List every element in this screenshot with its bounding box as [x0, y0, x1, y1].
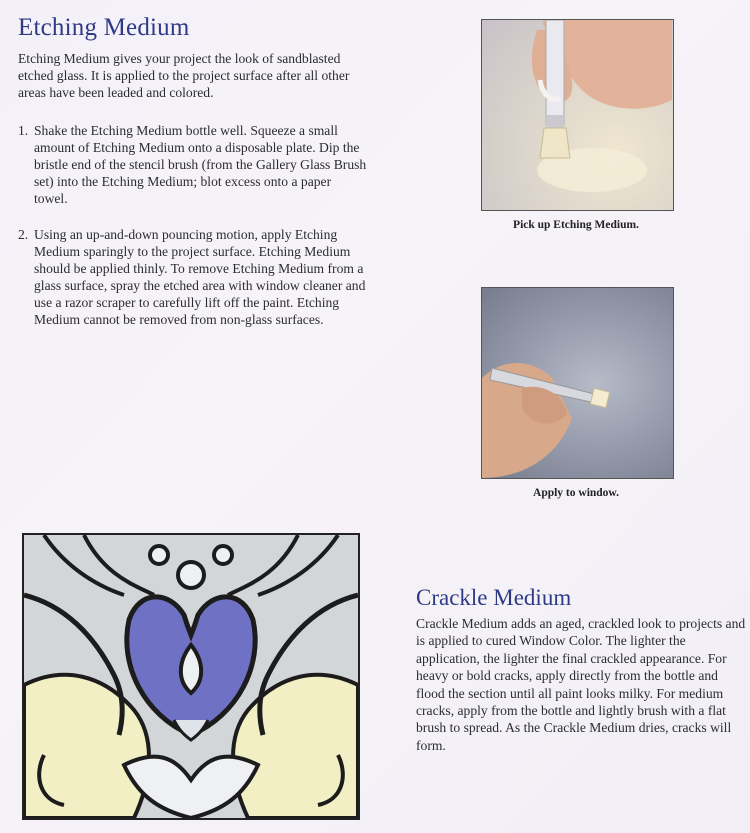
- etching-intro-paragraph: Etching Medium gives your project the look of sandblasted etched glass. It is applied to the project surface after all other areas have been leaded and colored.: [18, 51, 350, 100]
- step-number: 2.: [18, 227, 29, 242]
- step-text: Using an up-and-down pouncing motion, apply Etching Medium sparingly to the project surface. Etching Medium should be applied thinly. To remove Etching Medium from a glass surface, spray the etched area with window cleaner and use a razor scraper to carefully lift off the paint. Etching Medium cannot be removed from non-glass surfaces.: [34, 227, 366, 327]
- crackle-medium-paragraph: Crackle Medium adds an aged, crackled look to projects and is applied to cured Window Color. The lighter the application, the lighter the final crackled appearance. For heavy or bold cracks, apply directly from the bottle and flood the section until all paint looks milky. For medium cracks, apply from the bottle and lightly brush with a flat brush to spread. As the Crackle Medium dries, cracks will form.: [416, 616, 746, 753]
- step-item: [18, 226, 368, 328]
- stained-glass-panel-image: [22, 533, 360, 820]
- etching-steps-list: [18, 122, 368, 347]
- brush-pickup-illustration: [482, 20, 673, 210]
- step-text: Shake the Etching Medium bottle well. Squeeze a small amount of Etching Medium onto a disposable plate. Dip the bristle end of the stencil brush (from the Gallery Glass Brush set) into the Etching Medium; blot excess onto a paper towel.: [34, 123, 367, 206]
- stained-glass-illustration: [24, 535, 358, 818]
- apply-to-window-photo: [481, 287, 674, 479]
- pick-up-etching-photo: [481, 19, 674, 211]
- crackle-medium-title: Crackle Medium: [416, 585, 572, 610]
- brush-apply-illustration: [482, 288, 673, 478]
- photo-caption: Pick up Etching Medium.: [513, 219, 639, 231]
- photo-caption: Apply to window.: [533, 487, 619, 499]
- etching-medium-title: Etching Medium: [18, 14, 190, 41]
- step-number: 1.: [18, 123, 29, 138]
- step-item: [18, 122, 368, 207]
